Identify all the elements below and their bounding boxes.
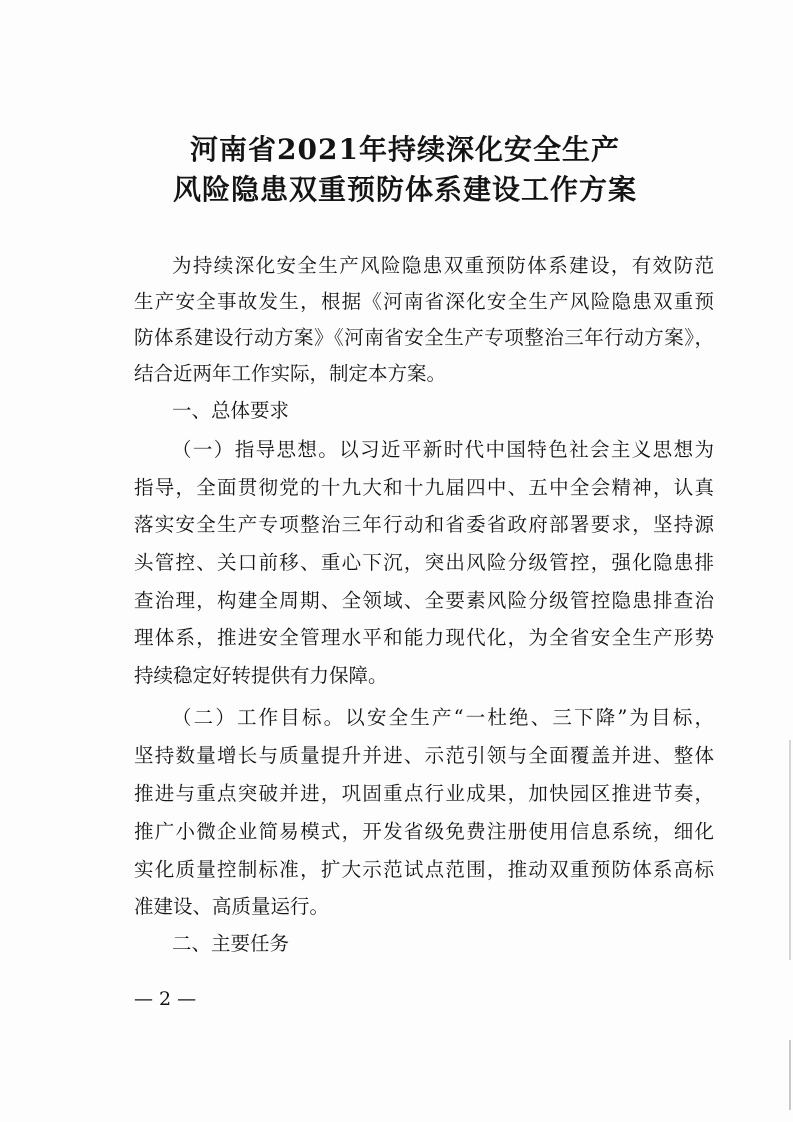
page-number: — 2 — xyxy=(134,988,197,1010)
guiding-thought-line-7: 持续稳定好转提供有力保障。 xyxy=(134,664,388,687)
guiding-thought-line-4: 头管控、关口前移、重心下沉，突出风险分级管控，强化隐患排 xyxy=(134,551,714,574)
guiding-thought-line-5: 查治理，构建全周期、全领域、全要素风险分级管控隐患排查治 xyxy=(134,589,714,612)
guiding-thought-line-1: （一）指导思想。以习近平新时代中国特色社会主义思想为 xyxy=(172,438,714,461)
work-goal-line-2: 坚持数量增长与质量提升并进、示范引领与全面覆盖并进、整体 xyxy=(134,744,714,767)
work-goal-line-1: （二）工作目标。以安全生产“一杜绝、三下降”为目标， xyxy=(172,706,714,729)
intro-paragraph-line-2: 生产安全事故发生，根据《河南省深化安全生产风险隐患双重预 xyxy=(134,290,714,313)
scan-edge-mark-bottom xyxy=(789,1040,791,1110)
guiding-thought-line-3: 落实安全生产专项整治三年行动和省委省政府部署要求，坚持源 xyxy=(134,513,714,536)
document-title-line-2: 风险隐患双重预防体系建设工作方案 xyxy=(172,173,637,206)
scan-edge-mark xyxy=(789,740,791,960)
intro-paragraph-line-4: 结合近两年工作实际，制定本方案。 xyxy=(134,362,447,385)
work-goal-line-6: 准建设、高质量运行。 xyxy=(134,895,330,918)
work-goal-line-3: 推进与重点突破并进，巩固重点行业成果，加快园区推进节奏， xyxy=(134,782,714,805)
work-goal-line-4: 推广小微企业简易模式，开发省级免费注册使用信息系统，细化 xyxy=(134,820,714,843)
work-goal-line-5: 实化质量控制标准，扩大示范试点范围，推动双重预防体系高标 xyxy=(134,858,714,881)
guiding-thought-line-6: 理体系，推进安全管理水平和能力现代化，为全省安全生产形势 xyxy=(134,626,714,649)
guiding-thought-line-2: 指导，全面贯彻党的十九大和十九届四中、五中全会精神，认真 xyxy=(134,476,714,499)
document-title-line-1: 河南省2021年持续深化安全生产 xyxy=(190,133,620,166)
intro-paragraph-line-1: 为持续深化安全生产风险隐患双重预防体系建设，有效防范 xyxy=(172,254,714,277)
section-one-heading: 一、总体要求 xyxy=(172,399,290,422)
section-two-heading: 二、主要任务 xyxy=(172,932,290,955)
intro-paragraph-line-3: 防体系建设行动方案》《河南省安全生产专项整治三年行动方案》， xyxy=(134,326,714,349)
